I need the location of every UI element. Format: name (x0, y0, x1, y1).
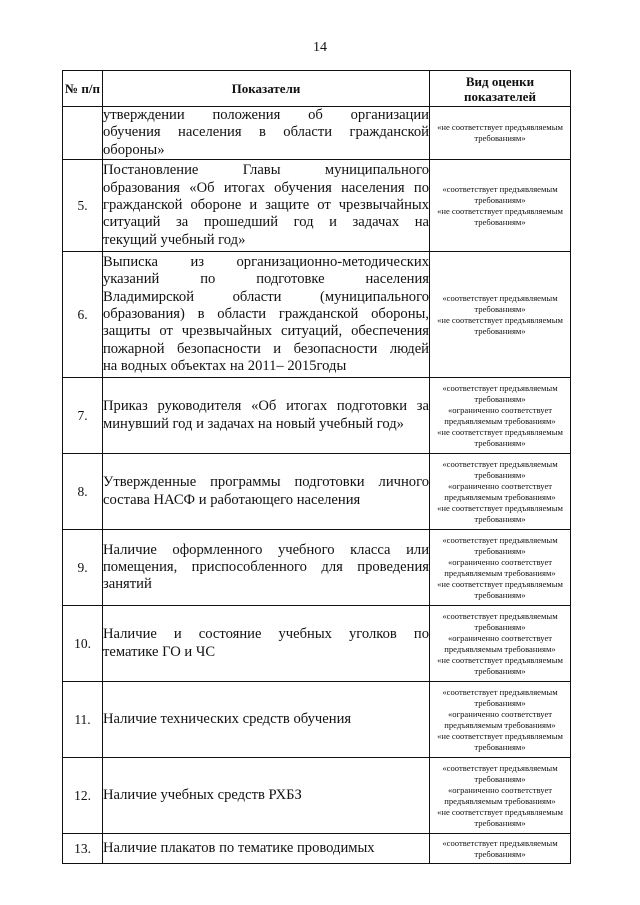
indicator-line: тематике ГО и ЧС (103, 643, 216, 660)
evaluation-options (430, 606, 571, 682)
table-row (63, 160, 571, 252)
indicator-text (103, 378, 430, 454)
indicator-text (103, 758, 430, 834)
evaluation-options (430, 252, 571, 378)
evaluation-options (430, 454, 571, 530)
indicator-line: Наличие учебных средств РХБЗ (103, 787, 302, 804)
table-row (63, 252, 571, 378)
table-row (63, 758, 571, 834)
evaluation-option: «не соответствует предъявляемым требованиям» (437, 122, 563, 144)
indicator-text (103, 454, 430, 530)
evaluation-option: «ограниченно соответствует предъявляемым требованиям» (444, 784, 556, 806)
evaluation-option: «не соответствует предъявляемым требованиям» (437, 426, 563, 448)
indicator-line: Наличие и состояние учебных уголков по (103, 626, 429, 643)
indicator-text (103, 834, 430, 864)
row-number: 6. (63, 252, 103, 378)
indicator-line: занятий (103, 576, 152, 593)
header-indicators: Показатели (103, 71, 430, 107)
indicator-line: Выписка из организационно-методических (103, 253, 429, 270)
evaluation-option: «ограниченно соответствует предъявляемым требованиям» (444, 480, 556, 502)
table-header-row (63, 71, 571, 107)
table-row (63, 606, 571, 682)
evaluation-option: «не соответствует предъявляемым требованиям» (437, 502, 563, 524)
evaluation-option: «не соответствует предъявляемым требованиям» (437, 806, 563, 828)
indicator-line: Наличие плакатов по тематике проводимых (103, 840, 375, 857)
header-num: № п/п (63, 71, 103, 107)
evaluation-option: «соответствует предъявляемым требованиям» (442, 458, 558, 480)
evaluation-option: «соответствует предъявляемым требованиям» (442, 762, 558, 784)
evaluation-option: «соответствует предъявляемым требованиям» (442, 534, 558, 556)
evaluation-option: «ограниченно соответствует предъявляемым требованиям» (444, 404, 556, 426)
table-row (63, 530, 571, 606)
indicator-line: образования) в области гражданской обороны, (103, 306, 429, 323)
evaluation-option: «ограниченно соответствует предъявляемым требованиям» (444, 556, 556, 578)
evaluation-option: «не соответствует предъявляемым требованиям» (437, 205, 563, 227)
evaluation-options (430, 682, 571, 758)
indicator-line: Утвержденные программы подготовки личного (103, 474, 429, 491)
table-row (63, 682, 571, 758)
row-number: 8. (63, 454, 103, 530)
indicator-text (103, 682, 430, 758)
evaluation-options (430, 160, 571, 252)
indicator-line: Приказ руководителя «Об итогах подготовки за (103, 398, 429, 415)
table-row (63, 454, 571, 530)
row-number: 7. (63, 378, 103, 454)
indicator-line: помещения, приспособленного для проведения (103, 559, 429, 576)
evaluation-option: «не соответствует предъявляемым требованиям» (437, 314, 563, 336)
indicator-line: обучения населения в области гражданской (103, 124, 429, 141)
evaluation-options (430, 530, 571, 606)
header-evaluation: Вид оценки показателей (430, 71, 571, 107)
indicator-line: пожарной безопасности и безопасности людей (103, 340, 429, 357)
row-number: 10. (63, 606, 103, 682)
evaluation-option: «соответствует предъявляемым требованиям» (442, 183, 558, 205)
indicator-line: гражданской обороне и защите от чрезвычайных (103, 197, 429, 214)
row-number (63, 107, 103, 160)
page-number: 14 (313, 40, 327, 55)
row-number: 9. (63, 530, 103, 606)
indicator-line: на водных объектах на 2011– 2015годы (103, 358, 347, 375)
table-row (63, 834, 571, 864)
indicator-text (103, 606, 430, 682)
indicator-text (103, 252, 430, 378)
indicator-line: защиты от чрезвычайных ситуаций, обеспечения (103, 323, 429, 340)
evaluation-option: «не соответствует предъявляемым требованиям» (437, 654, 563, 676)
evaluation-options (430, 107, 571, 160)
indicator-line: Наличие технических средств обучения (103, 711, 352, 728)
evaluation-option: «ограниченно соответствует предъявляемым требованиям» (444, 708, 556, 730)
evaluation-options (430, 758, 571, 834)
indicator-line: Владимирской области (муниципального (103, 288, 429, 305)
evaluation-option: «соответствует предъявляемым требованиям» (442, 382, 558, 404)
indicator-line: образования «Об итогах обучения населения по (103, 179, 429, 196)
evaluation-option: «соответствует предъявляемым требованиям» (442, 292, 558, 314)
indicators-table (62, 70, 571, 864)
evaluation-option: «соответствует предъявляемым требованиям» (442, 610, 558, 632)
indicator-line: ситуаций за прошедший год и задачах на (103, 214, 429, 231)
evaluation-options (430, 378, 571, 454)
evaluation-options (430, 834, 571, 864)
table-row (63, 378, 571, 454)
row-number: 11. (63, 682, 103, 758)
indicator-line: минувший год и задачах на новый учебный год» (103, 415, 404, 432)
indicator-line: Наличие оформленного учебного класса или (103, 541, 429, 558)
table-row (63, 107, 571, 160)
row-number: 12. (63, 758, 103, 834)
indicator-text (103, 530, 430, 606)
indicator-line: утверждении положения об организации (103, 107, 429, 123)
evaluation-option: «соответствует предъявляемым требованиям» (442, 837, 558, 859)
indicator-text (103, 160, 430, 252)
row-number: 13. (63, 834, 103, 864)
indicator-line: текущий учебный год» (103, 231, 246, 248)
table-body (63, 107, 571, 864)
evaluation-option: «не соответствует предъявляемым требованиям» (437, 730, 563, 752)
evaluation-option: «соответствует предъявляемым требованиям» (442, 686, 558, 708)
indicator-line: Постановление Главы муниципального (103, 162, 429, 179)
indicator-line: состава НАСФ и работающего населения (103, 491, 361, 508)
evaluation-option: «ограниченно соответствует предъявляемым требованиям» (444, 632, 556, 654)
indicator-line: обороны» (103, 141, 165, 158)
indicator-line: указаний по подготовке населения (103, 271, 429, 288)
row-number: 5. (63, 160, 103, 252)
indicator-text (103, 107, 430, 160)
evaluation-option: «не соответствует предъявляемым требованиям» (437, 578, 563, 600)
